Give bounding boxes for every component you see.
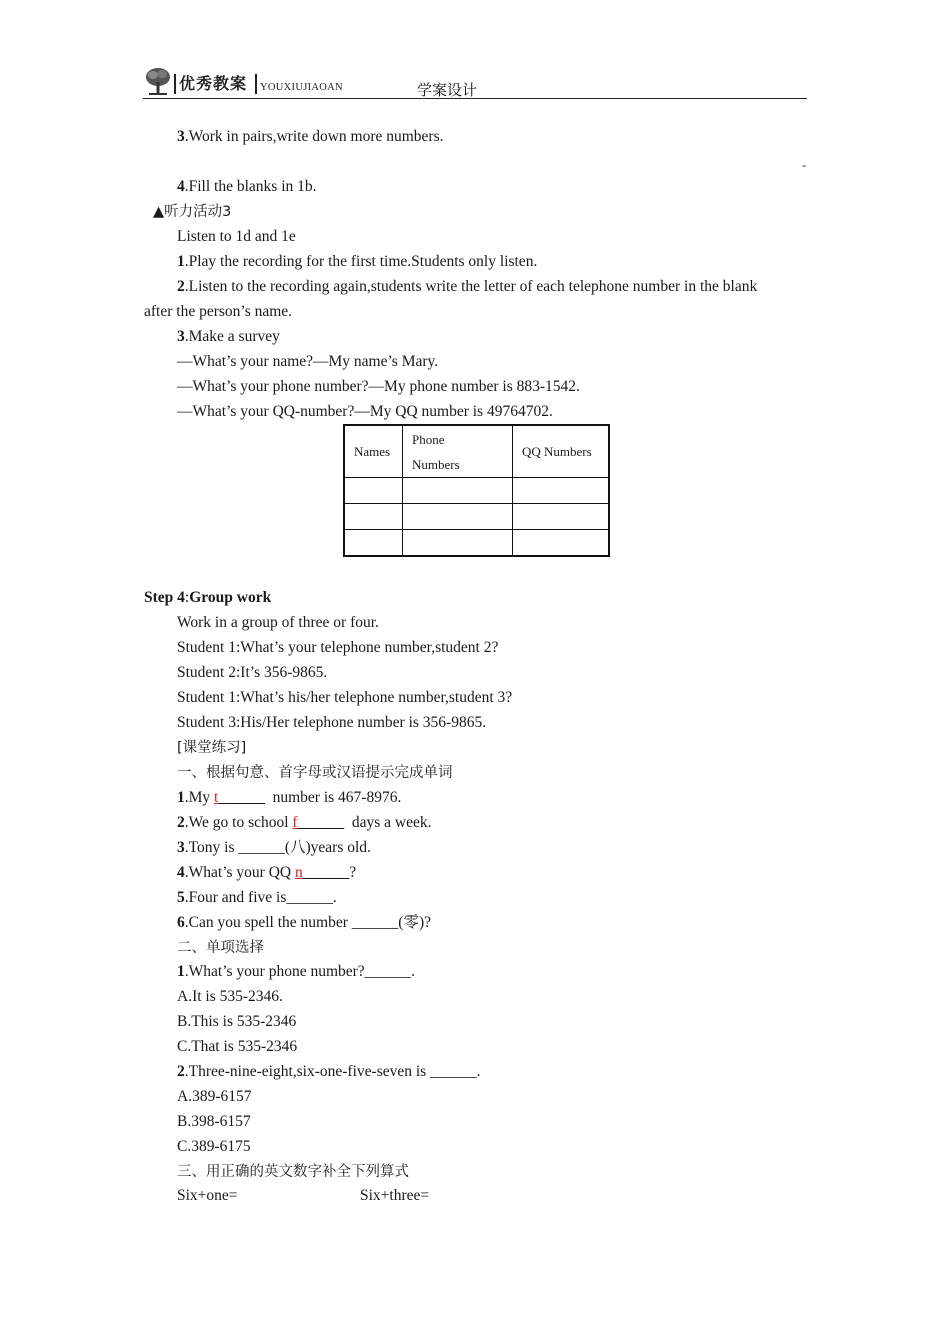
choice-option[interactable]: A.389-6157	[177, 1088, 252, 1105]
item-text: .What’s your QQ	[184, 864, 295, 881]
exercise-item	[177, 913, 431, 933]
exercise-item	[177, 962, 415, 982]
step-line: Student 1:What’s his/her telephone number,student 3?	[177, 689, 513, 706]
step-line: Work in a group of three or four.	[177, 614, 379, 631]
exercise-item	[177, 813, 431, 833]
table-cell[interactable]	[344, 504, 403, 530]
item-number: 1	[177, 789, 185, 806]
step-label: Step 4	[144, 589, 185, 606]
answer-blank[interactable]: ______	[302, 864, 350, 881]
table-cell[interactable]	[344, 530, 403, 557]
exercise-item	[177, 888, 337, 908]
survey-table	[343, 424, 610, 557]
table-cell[interactable]	[513, 478, 610, 504]
item-text: number is 467-8976.	[264, 789, 402, 806]
answer-blank[interactable]: ______	[218, 789, 265, 806]
item-number: 4	[177, 864, 185, 881]
list-item	[177, 277, 757, 297]
table-row	[344, 530, 609, 557]
logo-subtext: YOUXIUJIAOAN	[260, 82, 343, 93]
table-cell[interactable]	[344, 478, 403, 504]
step-heading	[144, 588, 271, 608]
table-cell[interactable]	[513, 530, 610, 557]
choice-option[interactable]: B.398-6157	[177, 1113, 251, 1130]
item-text: .Work in pairs,write down more numbers.	[184, 128, 444, 145]
table-cell[interactable]	[513, 504, 610, 530]
table-header-cell	[403, 425, 513, 478]
exercise-item	[177, 788, 401, 808]
item-text: ?	[349, 864, 357, 881]
activity-intro: Listen to 1d and 1e	[177, 228, 296, 245]
item-text: .Fill the blanks in 1b.	[184, 178, 317, 195]
page-title: 学案设计	[417, 81, 478, 99]
logo-text: 优秀教案	[179, 74, 248, 93]
dialogue-line: —What’s your QQ-number?—My QQ number is 49764702.	[177, 403, 553, 420]
item-text: days a week.	[344, 814, 432, 831]
item-number: 6	[177, 914, 185, 931]
header-line: Phone	[412, 431, 445, 447]
step-line: Student 3:His/Her telephone number is 356-9865.	[177, 714, 487, 731]
table-cell[interactable]	[403, 478, 513, 504]
item-number: 4	[177, 178, 185, 195]
part-title: 三、用正确的英文数字补全下列算式	[177, 1164, 409, 1180]
list-item	[177, 327, 280, 347]
part-title: 一、根据句意、首字母或汉语提示完成单词	[177, 765, 453, 781]
list-item	[177, 177, 317, 197]
item-number: 3	[177, 128, 185, 145]
exercise-item	[177, 863, 356, 883]
item-text: .What’s your phone number?______.	[184, 963, 416, 980]
exercise-item	[177, 1062, 480, 1082]
choice-option[interactable]: C.That is 535-2346	[177, 1038, 298, 1055]
equation: Six+one=	[177, 1187, 238, 1204]
dialogue-line: —What’s your phone number?—My phone number is 883-1542.	[177, 378, 580, 395]
table-cell[interactable]	[403, 504, 513, 530]
list-item	[177, 127, 444, 147]
table-header-row	[344, 425, 609, 478]
item-number: 1	[177, 253, 185, 270]
header-line: Numbers	[412, 456, 460, 472]
step-line: Student 2:It’s 356-9865.	[177, 664, 328, 681]
tree-logo-icon	[143, 66, 173, 96]
item-text: .We go to school	[184, 814, 293, 831]
item-number: 3	[177, 839, 185, 856]
step-title: Group work	[189, 589, 272, 606]
activity-heading: ▲听力活动3	[153, 204, 232, 220]
answer-blank[interactable]: ______	[297, 814, 345, 831]
choice-option[interactable]: C.389-6175	[177, 1138, 251, 1155]
choice-option[interactable]: A.It is 535-2346.	[177, 988, 283, 1005]
item-number: 1	[177, 963, 185, 980]
step-separator: :	[184, 589, 190, 606]
item-text: .Three-nine-eight,six-one-five-seven is ______.	[184, 1063, 481, 1080]
item-text: .Make a survey	[184, 328, 280, 345]
hint-letter: f	[292, 814, 298, 831]
logo-divider	[174, 74, 176, 94]
hint-letter: n	[294, 864, 303, 881]
item-text: .Listen to the recording again,students write the letter of each telephone number in the blank	[184, 278, 758, 295]
part-title: 二、单项选择	[177, 940, 264, 956]
dialogue-line: —What’s your name?—My name’s Mary.	[177, 353, 439, 370]
item-text: .My	[184, 789, 215, 806]
header-rule	[143, 98, 807, 99]
logo-divider	[255, 74, 257, 94]
table-cell[interactable]	[403, 530, 513, 557]
choice-option[interactable]: B.This is 535-2346	[177, 1013, 297, 1030]
page-header	[143, 66, 807, 99]
step-line: Student 1:What’s your telephone number,student 2?	[177, 639, 499, 656]
practice-heading: [课堂练习]	[177, 740, 247, 756]
item-text: .Can you spell the number ______(零)?	[184, 914, 431, 931]
item-number: 3	[177, 328, 185, 345]
item-text: .Play the recording for the first time.Students only listen.	[184, 253, 538, 270]
table-row	[344, 478, 609, 504]
item-number: 2	[177, 278, 185, 295]
hint-letter: t	[214, 789, 219, 806]
exercise-item	[177, 838, 371, 858]
list-item-continued: after the person’s name.	[144, 303, 293, 320]
item-text: .Four and five is______.	[184, 889, 337, 906]
table-header-cell: Names	[344, 425, 403, 478]
list-item	[177, 252, 537, 272]
table-row	[344, 504, 609, 530]
item-number: 2	[177, 1063, 185, 1080]
table-header-cell: QQ Numbers	[513, 425, 610, 478]
item-number: 2	[177, 814, 185, 831]
dash-mark: -	[802, 157, 807, 172]
item-text: .Tony is ______(八)years old.	[184, 839, 371, 856]
equation: Six+three=	[360, 1187, 430, 1204]
item-number: 5	[177, 889, 185, 906]
